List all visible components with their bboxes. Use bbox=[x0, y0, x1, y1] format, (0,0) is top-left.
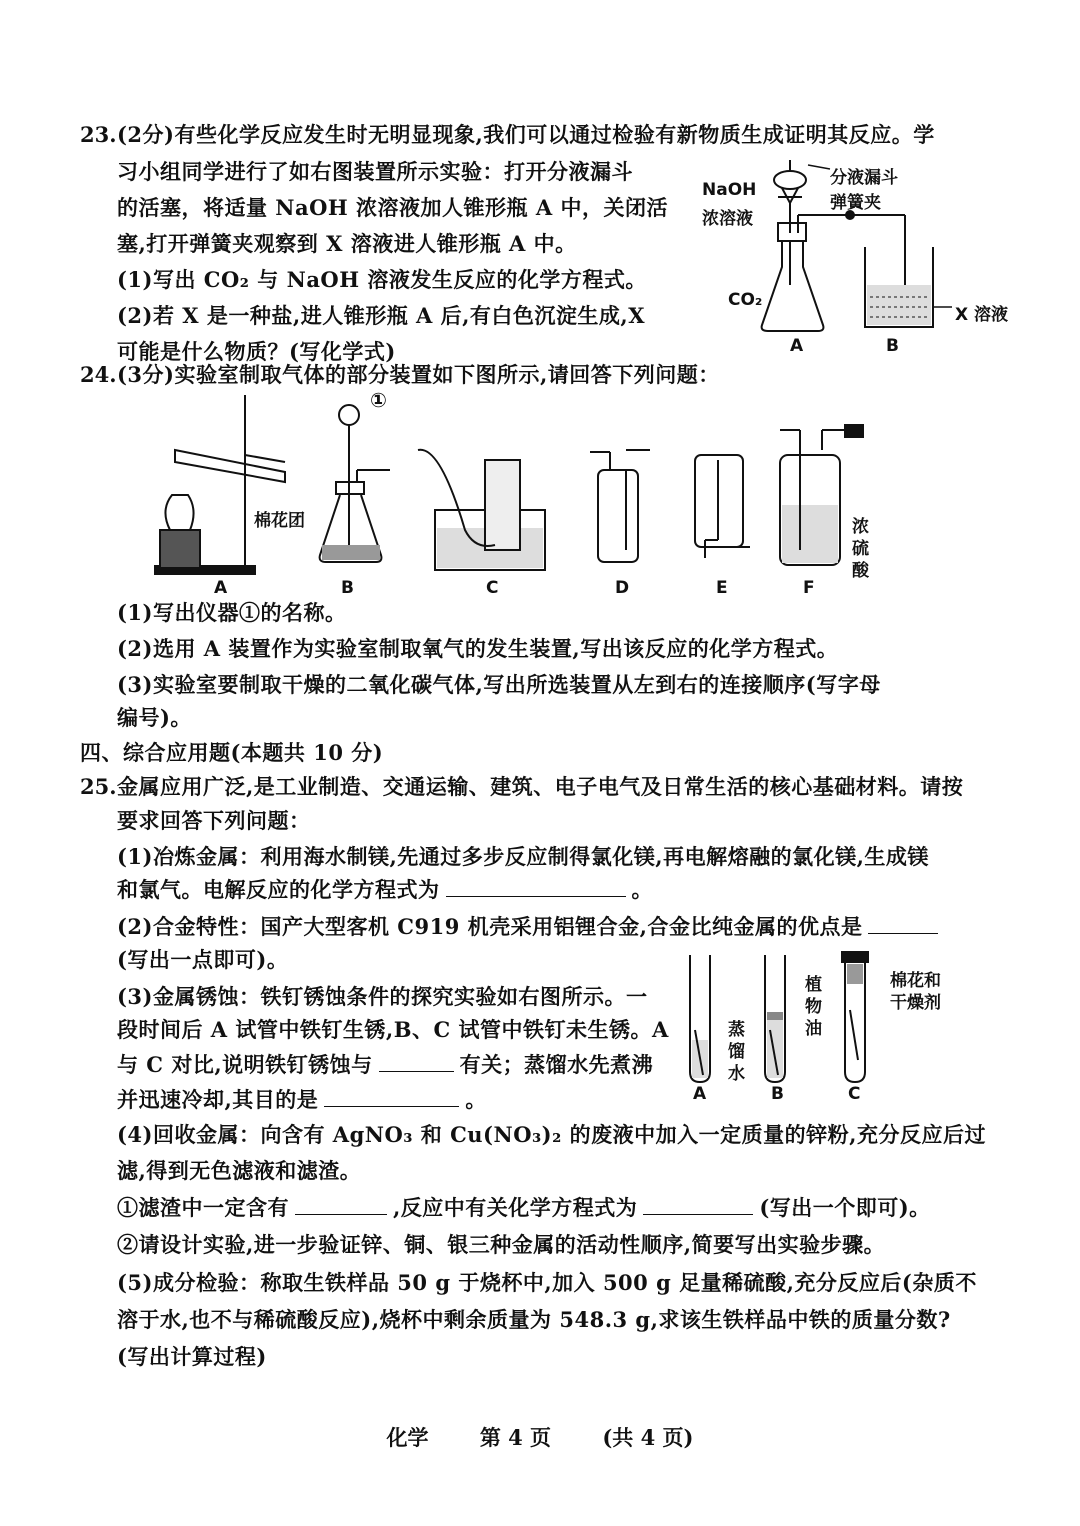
apparatus-label: B bbox=[341, 578, 354, 598]
q24-apparatus-figure bbox=[150, 390, 890, 580]
flask-a-label: A bbox=[790, 336, 804, 356]
q25-text: ,反应中有关化学方程式为 bbox=[393, 1195, 638, 1220]
section-heading: 四、综合应用题(本题共 10 分) bbox=[80, 740, 384, 765]
acid-label: 浓 bbox=[852, 517, 869, 537]
oil-label: 植 bbox=[805, 975, 822, 995]
q25-text: 与 C 对比,说明铁钉锈蚀与 bbox=[117, 1052, 373, 1077]
page-footer bbox=[0, 1422, 1080, 1452]
q25-text-line: 金属应用广泛,是工业制造、交通运输、建筑、电子电气及日常生活的核心基础材料。请按 bbox=[117, 774, 964, 799]
apparatus-label: C bbox=[486, 578, 499, 598]
answer-blank[interactable] bbox=[868, 913, 938, 934]
acid-label: 酸 bbox=[852, 561, 869, 581]
q25-text-line bbox=[117, 912, 944, 942]
footer-subject: 化学 bbox=[386, 1425, 429, 1450]
answer-blank[interactable] bbox=[446, 876, 626, 897]
q24-sub-question: (1)写出仪器①的名称。 bbox=[117, 600, 347, 625]
q23-text-line: 的活塞，将适量 NaOH 浓溶液加人锥形瓶 A 中，关闭活 bbox=[117, 195, 668, 220]
oil-label: 物 bbox=[805, 997, 822, 1017]
q25-text: 。 bbox=[465, 1087, 487, 1112]
q25-text-line bbox=[117, 875, 653, 905]
q25-text: (写出一个即可)。 bbox=[759, 1195, 931, 1220]
oil-label: 油 bbox=[805, 1019, 822, 1039]
q25-sub-question: (3)金属锈蚀：铁钉锈蚀条件的探究实验如右图所示。一 bbox=[117, 984, 648, 1009]
instrument-1-marker: ① bbox=[370, 388, 387, 412]
water-label: 蒸 bbox=[728, 1020, 745, 1040]
answer-blank[interactable] bbox=[643, 1194, 753, 1215]
q24-text-line: (3分)实验室制取气体的部分装置如下图所示,请回答下列问题： bbox=[117, 362, 720, 387]
q25-text-line: 滤,得到无色滤液和滤渣。 bbox=[117, 1158, 362, 1183]
q25-text-line: ②请设计实验,进一步验证锌、铜、银三种金属的活动性顺序,简要写出实验步骤。 bbox=[117, 1232, 886, 1257]
q25-sub-question: (4)回收金属：向含有 AgNO₃ 和 Cu(NO₃)₂ 的废液中加入一定质量的锌粉,充分反应后过 bbox=[117, 1122, 986, 1147]
x-solution-label: X 溶液 bbox=[955, 305, 1009, 325]
apparatus-label: F bbox=[803, 578, 815, 598]
q25-text: 。 bbox=[631, 877, 653, 902]
q25-text-line: (写出计算过程) bbox=[117, 1344, 267, 1369]
naoh-label: 浓溶液 bbox=[702, 209, 753, 229]
q23-sub-question: (2)若 X 是一种盐,进人锥形瓶 A 后,有白色沉淀生成,X bbox=[117, 303, 646, 328]
q25-sub-question: (5)成分检验：称取生铁样品 50 g 于烧杯中,加入 500 g 足量稀硫酸,充分反应后(杂质不 bbox=[117, 1270, 977, 1295]
q23-text-line: 可能是什么物质？(写化学式) bbox=[117, 339, 396, 364]
apparatus-label: A bbox=[214, 578, 228, 598]
cotton-desiccant-label: 干燥剂 bbox=[890, 993, 941, 1013]
q25-text-line: 溶于水,也不与稀硫酸反应),烧杯中剩余质量为 548.3 g,求该生铁样品中铁的质量分数? bbox=[117, 1307, 951, 1332]
q25-text-line bbox=[117, 1085, 487, 1115]
q25-text-line: 要求回答下列问题： bbox=[117, 808, 311, 833]
apparatus-label: D bbox=[615, 578, 630, 598]
q24-sub-question: (3)实验室要制取干燥的二氧化碳气体,写出所选装置从左到右的连接顺序(写字母 bbox=[117, 672, 881, 697]
beaker-b-label: B bbox=[886, 336, 899, 356]
answer-blank[interactable] bbox=[379, 1051, 454, 1072]
apparatus-label: E bbox=[716, 578, 728, 598]
question-number: 23. bbox=[80, 122, 117, 147]
question-number: 24. bbox=[80, 362, 117, 387]
q23-text-line: 习小组同学进行了如右图装置所示实验：打开分液漏斗 bbox=[117, 159, 633, 184]
q25-text: 并迅速冷却,其目的是 bbox=[117, 1087, 319, 1112]
tube-c-label: C bbox=[848, 1084, 861, 1104]
clamp-label: 弹簧夹 bbox=[830, 193, 881, 213]
q25-sub-question: (1)冶炼金属：利用海水制镁,先通过多步反应制得氯化镁,再电解熔融的氯化镁,生成镁 bbox=[117, 844, 929, 869]
q24-sub-question: (2)选用 A 装置作为实验室制取氧气的发生装置,写出该反应的化学方程式。 bbox=[117, 636, 839, 661]
q25-sub-question: (2)合金特性：国产大型客机 C919 机壳采用铝锂合金,合金比纯金属的优点是 bbox=[117, 914, 863, 939]
water-label: 馏 bbox=[728, 1042, 745, 1062]
q25-text-line bbox=[117, 1193, 931, 1223]
naoh-label: NaOH bbox=[702, 180, 757, 200]
answer-blank[interactable] bbox=[324, 1086, 459, 1107]
q25-text: 有关；蒸馏水先煮沸 bbox=[459, 1052, 654, 1077]
footer-total: (共 4 页) bbox=[602, 1425, 694, 1450]
q25-text-line: 段时间后 A 试管中铁钉生锈,B、C 试管中铁钉未生锈。A bbox=[117, 1017, 669, 1042]
co2-label: CO₂ bbox=[728, 290, 763, 310]
question-number: 25. bbox=[80, 774, 117, 799]
q25-text: 和氯气。电解反应的化学方程式为 bbox=[117, 877, 440, 902]
water-label: 水 bbox=[728, 1064, 745, 1084]
q25-text-line bbox=[117, 1050, 653, 1080]
tube-b-label: B bbox=[771, 1084, 784, 1104]
q25-text-line: (写出一点即可)。 bbox=[117, 947, 289, 972]
q23-sub-question: (1)写出 CO₂ 与 NaOH 溶液发生反应的化学方程式。 bbox=[117, 267, 647, 292]
q25-test-tubes-figure bbox=[685, 950, 885, 1090]
q24-text-line: 编号)。 bbox=[117, 705, 192, 730]
cotton-desiccant-label: 棉花和 bbox=[890, 971, 941, 991]
answer-blank[interactable] bbox=[295, 1194, 387, 1215]
funnel-label: 分液漏斗 bbox=[830, 168, 898, 188]
cotton-label: 棉花团 bbox=[254, 511, 305, 531]
q23-text-line: (2分)有些化学反应发生时无明显现象,我们可以通过检验有新物质生成证明其反应。学 bbox=[117, 122, 935, 147]
q25-text: ①滤渣中一定含有 bbox=[117, 1195, 289, 1220]
tube-a-label: A bbox=[693, 1084, 707, 1104]
footer-page: 第 4 页 bbox=[479, 1425, 552, 1450]
acid-label: 硫 bbox=[852, 539, 869, 559]
q23-text-line: 塞,打开弹簧夹观察到 X 溶液进人锥形瓶 A 中。 bbox=[117, 231, 577, 256]
